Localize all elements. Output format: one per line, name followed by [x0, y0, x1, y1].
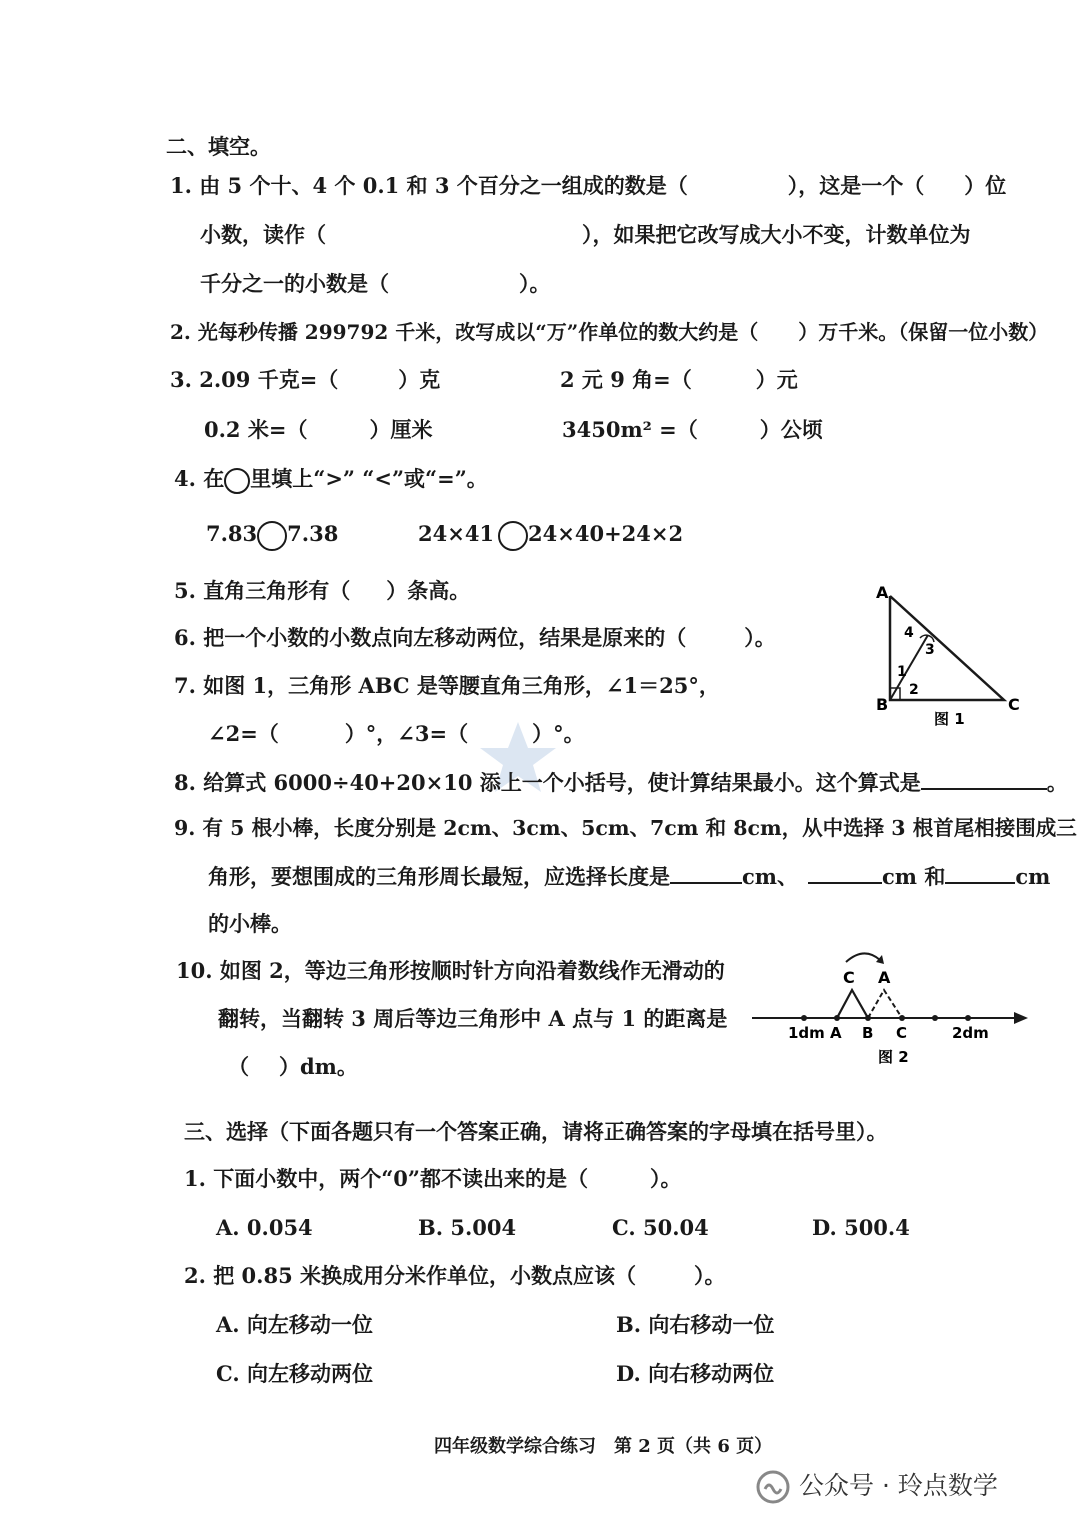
question-2: 2. 光每秒传播 299792 千米，改写成以“万”作单位的数大约是（ ）万千米。（保留一位小数） [170, 320, 1049, 344]
question-3-item-d: 3450m² =（ ）公顷 [562, 417, 823, 442]
top-label-c: C [843, 968, 855, 987]
tick-label-b: B [862, 1024, 874, 1042]
answer-blank[interactable] [670, 862, 742, 884]
angle-label-1: 1 [897, 664, 907, 680]
choice-1-option-b[interactable]: B. 5.004 [418, 1215, 517, 1240]
top-label-a: A [878, 968, 891, 987]
choice-1-option-a[interactable]: A. 0.054 [216, 1215, 313, 1240]
figure-2-number-line [746, 946, 1036, 1072]
question-9-line-3: 的小棒。 [208, 911, 292, 936]
angle-label-3: 3 [925, 642, 935, 658]
question-5: 5. 直角三角形有（ ）条高。 [174, 578, 471, 603]
question-3-item-a: 3. 2.09 千克=（ ）克 [170, 367, 441, 392]
question-10-line-3: （ ）dm。 [228, 1054, 358, 1079]
question-7-line-2: ∠2=（ ）°，∠3=（ ）°。 [208, 721, 585, 746]
question-3-item-c: 0.2 米=（ ）厘米 [204, 417, 433, 442]
choice-question-2: 2. 把 0.85 米换成用分米作单位，小数点应该（ ）。 [184, 1263, 726, 1288]
question-9-line-1: 9. 有 5 根小棒，长度分别是 2cm、3cm、5cm、7cm 和 8cm，从中选择 3 根首尾相接围成三 [174, 816, 1077, 840]
question-7-line-1: 7. 如图 1，三角形 ABC 是等腰直角三角形，∠1＝25°， [174, 673, 720, 698]
question-10-line-2: 翻转，当翻转 3 周后等边三角形中 A 点与 1 的距离是 [218, 1006, 728, 1031]
answer-blank[interactable] [808, 862, 882, 884]
choice-1-option-c[interactable]: C. 50.04 [612, 1215, 709, 1240]
angle-label-4: 4 [904, 625, 914, 641]
answer-blank[interactable] [921, 768, 1047, 790]
answer-blank[interactable] [945, 862, 1015, 884]
page-footer: 四年级数学综合练习 第 2 页（共 6 页） [434, 1436, 773, 1457]
question-9-line-2: 角形，要想围成的三角形周长最短，应选择长度是 cm、 cm 和 cm [208, 864, 1051, 889]
figure-1-triangle [866, 582, 1036, 730]
question-4: 4. 在 里填上“>” “<”或“=”。 [174, 465, 488, 494]
compare-circle-input[interactable] [257, 521, 287, 551]
watermark-text: 公众号 · 玲点数学 [799, 1471, 998, 1500]
figure-1-caption: 图 1 [934, 710, 965, 728]
compare-expression-2: 24×41 24×40+24×2 [418, 520, 683, 551]
tick-label-2dm: 2dm [952, 1024, 989, 1042]
figure-2-caption: 图 2 [878, 1048, 909, 1066]
angle-label-2: 2 [909, 682, 919, 698]
wechat-channel-icon [755, 1469, 791, 1505]
tick-label-c: C [896, 1024, 908, 1042]
tick-label-1dm: 1dm [788, 1024, 825, 1042]
compare-circle-input[interactable] [498, 521, 528, 551]
vertex-label-c: C [1008, 695, 1020, 714]
choice-2-option-b[interactable]: B. 向右移动一位 [616, 1312, 775, 1337]
compare-circle-icon [224, 468, 250, 494]
question-3-item-b: 2 元 9 角=（ ）元 [560, 367, 798, 392]
vertex-label-a: A [876, 583, 889, 602]
choice-1-option-d[interactable]: D. 500.4 [812, 1215, 910, 1240]
section-3-title: 三、选择（下面各题只有一个答案正确，请将正确答案的字母填在括号里）。 [184, 1119, 888, 1144]
tick-label-a: A [830, 1024, 842, 1042]
choice-2-option-c[interactable]: C. 向左移动两位 [216, 1361, 373, 1386]
choice-2-option-d[interactable]: D. 向右移动两位 [616, 1361, 775, 1386]
compare-expression-1: 7.83 7.38 [206, 520, 338, 551]
question-10-line-1: 10. 如图 2，等边三角形按顺时针方向沿着数线作无滑动的 [176, 958, 725, 983]
section-2-title: 二、填空。 [166, 134, 271, 159]
question-6: 6. 把一个小数的小数点向左移动两位，结果是原来的（ ）。 [174, 625, 776, 650]
question-8: 8. 给算式 6000÷40+20×10 添上一个小括号，使计算结果最小。这个算式是 。 [174, 770, 1068, 795]
question-1-line-3: 千分之一的小数是（ ）。 [200, 271, 551, 296]
choice-2-option-a[interactable]: A. 向左移动一位 [216, 1312, 373, 1337]
question-1-line-2: 小数，读作（ ），如果把它改写成大小不变，计数单位为 [200, 222, 971, 247]
wechat-watermark [755, 1466, 998, 1505]
question-1-line-1: 1. 由 5 个十、4 个 0.1 和 3 个百分之一组成的数是（ ），这是一个（ ）位 [170, 173, 1007, 198]
choice-question-1: 1. 下面小数中，两个“0”都不读出来的是（ ）。 [184, 1166, 682, 1191]
vertex-label-b: B [876, 695, 889, 714]
